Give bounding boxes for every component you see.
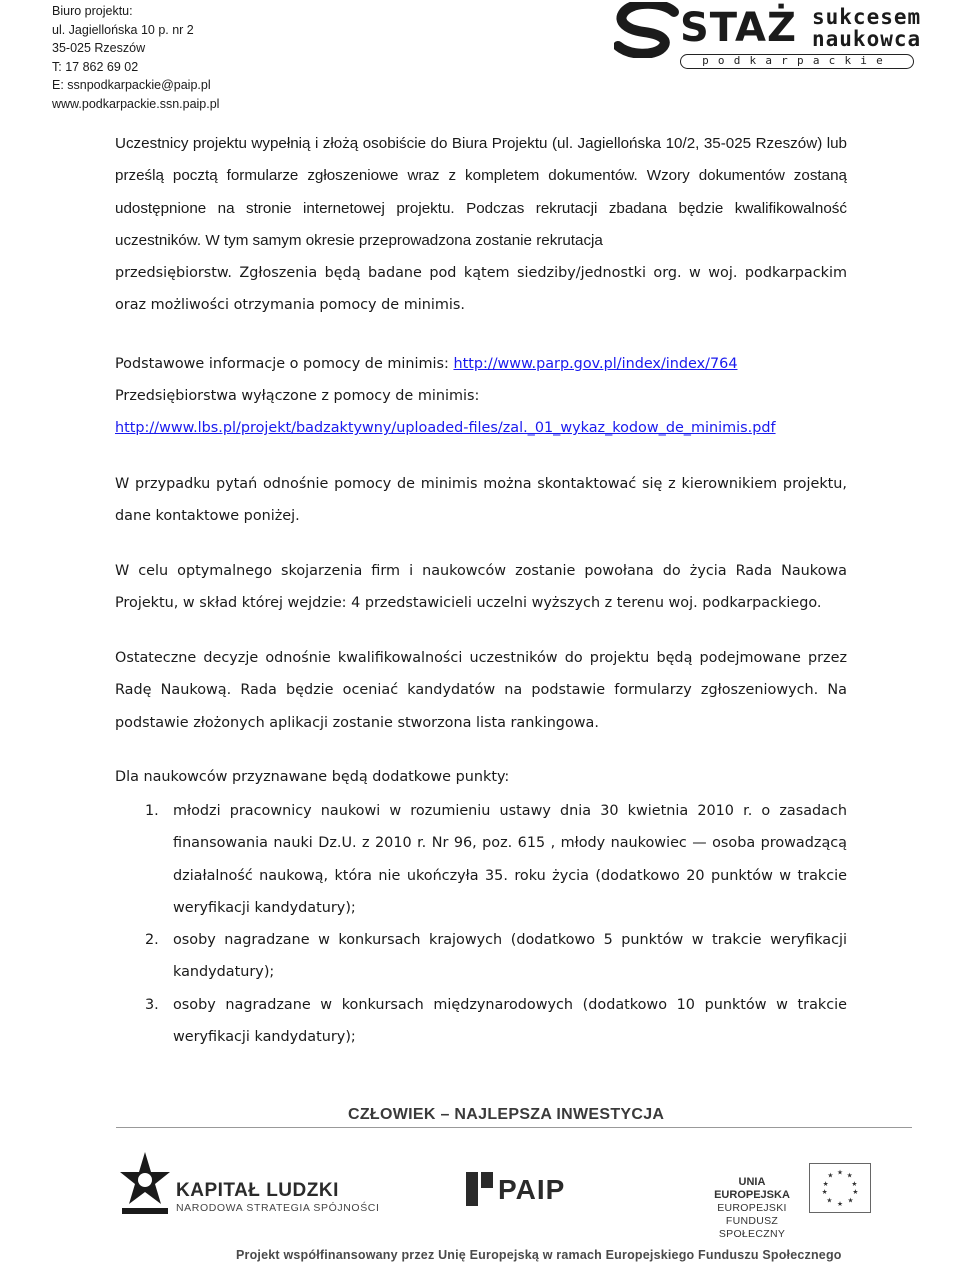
cofinancing-note: Projekt współfinansowany przez Unię Europejską w ramach Europejskiego Funduszu Społecznego <box>236 1248 842 1262</box>
list-number: 3. <box>145 996 159 1013</box>
eu-fund-label <box>700 1176 804 1241</box>
svg-text:★: ★ <box>836 1200 844 1209</box>
list-item <box>115 989 847 1054</box>
svg-text:★: ★ <box>836 1168 844 1177</box>
svg-text:★: ★ <box>822 1180 829 1189</box>
list-item-text: osoby nagradzane w konkursach międzynarodowych (dodatkowo 10 punktów w trakcie weryfikacji kandydatury); <box>173 996 847 1046</box>
paragraph-points-intro: Dla naukowców przyznawane będą dodatkowe punkty: <box>115 769 510 785</box>
list-item-text: młodzi pracownicy naukowi w rozumieniu ustawy dnia 30 kwietnia 2010 r. o zasadach finansowania nauki Dz.U. z 2010 r. Nr 96, poz. 615 , młody naukowiec — osoba prowadzącą działalność naukową, która nie ukończyła 35. roku życia (dodatkowo 20 punktów w trakcie weryfikacji kandydatury); <box>173 803 847 916</box>
paragraph-companies: przedsiębiorstw. Zgłoszenia będą badane pod kątem siedziby/jednostki org. w woj. podkarpackim oraz możliwości otrzymania pomocy de minimis. <box>115 265 847 314</box>
list-item <box>115 924 847 989</box>
logo-line-2: naukowca <box>812 27 922 51</box>
kapital-ludzki-star-icon <box>118 1150 172 1216</box>
address-line: 35-025 Rzeszów <box>52 41 146 55</box>
list-number: 2. <box>145 932 159 949</box>
lbs-pdf-link[interactable]: http://www.lbs.pl/projekt/badzaktywny/uploaded-files/zal._01_wykaz_kodow_de_minimis.pdf <box>115 420 776 436</box>
footer-slogan: CZŁOWIEK – NAJLEPSZA INWESTYCJA <box>348 1106 665 1123</box>
de-minimis-info-label: Podstawowe informacje o pomocy de minimis: <box>115 356 454 372</box>
eu-flag-icon <box>809 1163 871 1213</box>
svg-text:★: ★ <box>826 1196 833 1205</box>
address-line: Biuro projektu: <box>52 4 133 18</box>
list-number: 1. <box>145 803 159 819</box>
office-address <box>52 2 219 113</box>
paip-logo-text: PAIP <box>498 1174 566 1205</box>
logo-region-bar: podkarpackie <box>680 54 914 69</box>
address-line: T: 17 862 69 02 <box>52 59 139 74</box>
svg-text:★: ★ <box>851 1180 858 1189</box>
s-swoosh-icon <box>614 2 680 58</box>
address-line: E: ssnpodkarpackie@paip.pl <box>52 78 211 92</box>
kapital-ludzki-title: KAPITAŁ LUDZKI <box>176 1180 339 1201</box>
paragraph-contact: W przypadku pytań odnośnie pomocy de minimis można skontaktować się z kierownikiem projektu, dane kontaktowe poniżej. <box>115 476 847 525</box>
logo-main-text: STAŻ <box>680 5 797 51</box>
excluded-companies-link-row <box>115 412 847 444</box>
address-line: ul. Jagiellońska 10 p. nr 2 <box>52 22 194 37</box>
eu-subtitle-1: EUROPEJSKI <box>717 1202 787 1214</box>
footer-divider <box>116 1127 912 1128</box>
svg-text:★: ★ <box>821 1187 828 1196</box>
eu-subtitle-2: FUNDUSZ SPOŁECZNY <box>718 1215 786 1240</box>
paragraph-council: W celu optymalnego skojarzenia firm i naukowców zostanie powołana do życia Rada Naukowa Projektu, w skład której wejdzie: 4 przedstawicieli uczelni wyższych z terenu woj. podkarpackiego. <box>115 563 847 612</box>
de-minimis-info <box>115 348 847 380</box>
paragraph-decisions: Ostateczne decyzje odnośnie kwalifikowalności uczestników do projektu będą podejmowane przez Radę Naukową. Rada będzie oceniać kandydatów na podstawie formularzy zgłoszeniowych. Na podstawie złożonych aplikacji zostanie stworzona lista rankingowa. <box>115 650 847 731</box>
svg-text:★: ★ <box>852 1187 859 1196</box>
excluded-companies-label: Przedsiębiorstwa wyłączone z pomocy de minimis: <box>115 388 480 404</box>
staz-logo <box>614 2 922 72</box>
svg-text:★: ★ <box>847 1196 854 1205</box>
list-item-text: osoby nagradzane w konkursach krajowych (dodatkowo 5 punktów w trakcie weryfikacji kandydatury); <box>173 932 847 981</box>
svg-text:★: ★ <box>827 1171 834 1180</box>
address-line: www.podkarpackie.ssn.paip.pl <box>52 96 220 111</box>
kapital-ludzki-subtitle: NARODOWA STRATEGIA SPÓJNOŚCI <box>176 1202 380 1214</box>
paragraph-participants: Uczestnicy projektu wypełnią i złożą osobiście do Biura Projektu (ul. Jagiellońska 10/2, 35-025 Rzeszów) lub prześlą pocztą formularze zgłoszeniowe wraz z kompletem dokumentów. Wzory dokumentów zostaną udostępnione na stronie internetowej projektu. Podczas rekrutacji zbadana będzie kwalifikowalność uczestników. W tym samym okresie przeprowadzona zostanie rekrutacja <box>115 135 847 249</box>
list-item <box>115 795 847 924</box>
points-list <box>115 795 847 1053</box>
paip-logo-icon <box>466 1172 494 1206</box>
eu-title: UNIA EUROPEJSKA <box>714 1176 790 1201</box>
logo-line-1: sukcesem <box>812 5 922 29</box>
parp-link[interactable]: http://www.parp.gov.pl/index/index/764 <box>453 356 738 372</box>
svg-text:★: ★ <box>846 1171 853 1180</box>
